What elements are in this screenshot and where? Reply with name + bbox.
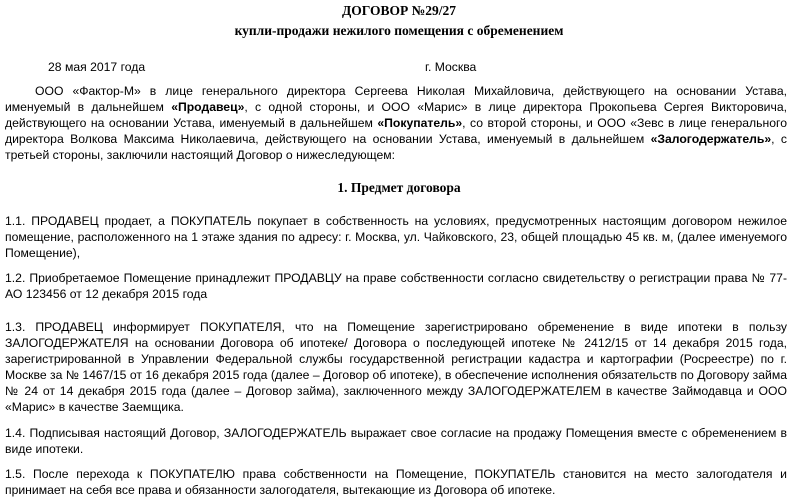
buyer-term: «Покупатель»	[377, 116, 463, 130]
contract-city: г. Москва	[425, 60, 477, 74]
preamble-text-1: ООО «Фактор-М» в лице генерального директора Сергеева Николая Михайловича, действующего на основании Устава, именуемый в дальнейшем	[5, 84, 787, 114]
pledgee-term: «Залогодержатель»	[650, 132, 772, 146]
section-title: 1. Предмет договора	[337, 180, 461, 195]
clause-1-2: 1.2. Приобретаемое Помещение принадлежит ПРОДАВЦУ на праве собственности согласно свидетельству о регистрации права № 77-АО 123456 от 12 декабря 2015 года	[5, 271, 787, 301]
document-subtitle: купли-продажи нежилого помещения с обременением	[234, 23, 564, 38]
preamble-text-2: , с одной стороны, и ООО «Марис» в лице директора Прокопьева Сергея Викторовича, действующего на основании Устава, именуемый в дальнейшем	[5, 100, 787, 130]
document-title: ДОГОВОР №29/27	[342, 3, 456, 18]
clause-1-1: 1.1. ПРОДАВЕЦ продает, а ПОКУПАТЕЛЬ покупает в собственность на условиях, предусмотренных настоящим договором нежилое помещение, расположенного на 1 этаже здания по адресу: г. Москва, ул. Чайковского, 23, общей площадью 45 кв. м, (далее именуемого Помещение),	[5, 214, 787, 260]
clause-1-3: 1.3. ПРОДАВЕЦ информирует ПОКУПАТЕЛЯ, что на Помещение зарегистрировано обременение в виде ипотеки в пользу ЗАЛОГОДЕРЖАТЕЛЯ на основании Договора об ипотеке/ Договора о последующей ипотеке № 2412/15 от 14 декабря 2015 года, зарегистрированной в Управлении Федеральной службы государственной регистрации кадастра и картографии (Росреестре) по г. Москве за № 1467/15 от 16 декабря 2015 года (далее – Договор об ипотеке), в обеспечение исполнения обязательств по Договору займа № 24 от 14 декабря 2015 года (далее – Договор займа), заключенного между ЗАЛОГОДЕРЖАТЕЛЕМ в качестве Займодавца и ООО «Марис» в качестве Заемщика.	[5, 320, 787, 414]
clause-1-5: 1.5. После перехода к ПОКУПАТЕЛЮ права собственности на Помещение, ПОКУПАТЕЛЬ становится на место залогодателя и принимает на себя все права и обязанности залогодателя, вытекающие из Договора об ипотеке.	[5, 467, 787, 497]
preamble-text-3: , со второй стороны, и ООО «Зевс в лице генерального директора Волкова Максима Николаевича, действующего на основании Устава, именуемый в дальнейшем	[5, 116, 787, 146]
clause-1-4: 1.4. Подписывая настоящий Договор, ЗАЛОГОДЕРЖАТЕЛЬ выражает свое согласие на продажу Помещения вместе с обременением в виде ипотеки.	[5, 426, 787, 456]
contract-date: 28 мая 2017 года	[48, 60, 146, 74]
preamble-text-4: , с третьей стороны, заключили настоящий Договор о нижеследующем:	[5, 132, 787, 162]
preamble-paragraph	[5, 83, 787, 163]
seller-term: «Продавец»	[171, 100, 245, 114]
